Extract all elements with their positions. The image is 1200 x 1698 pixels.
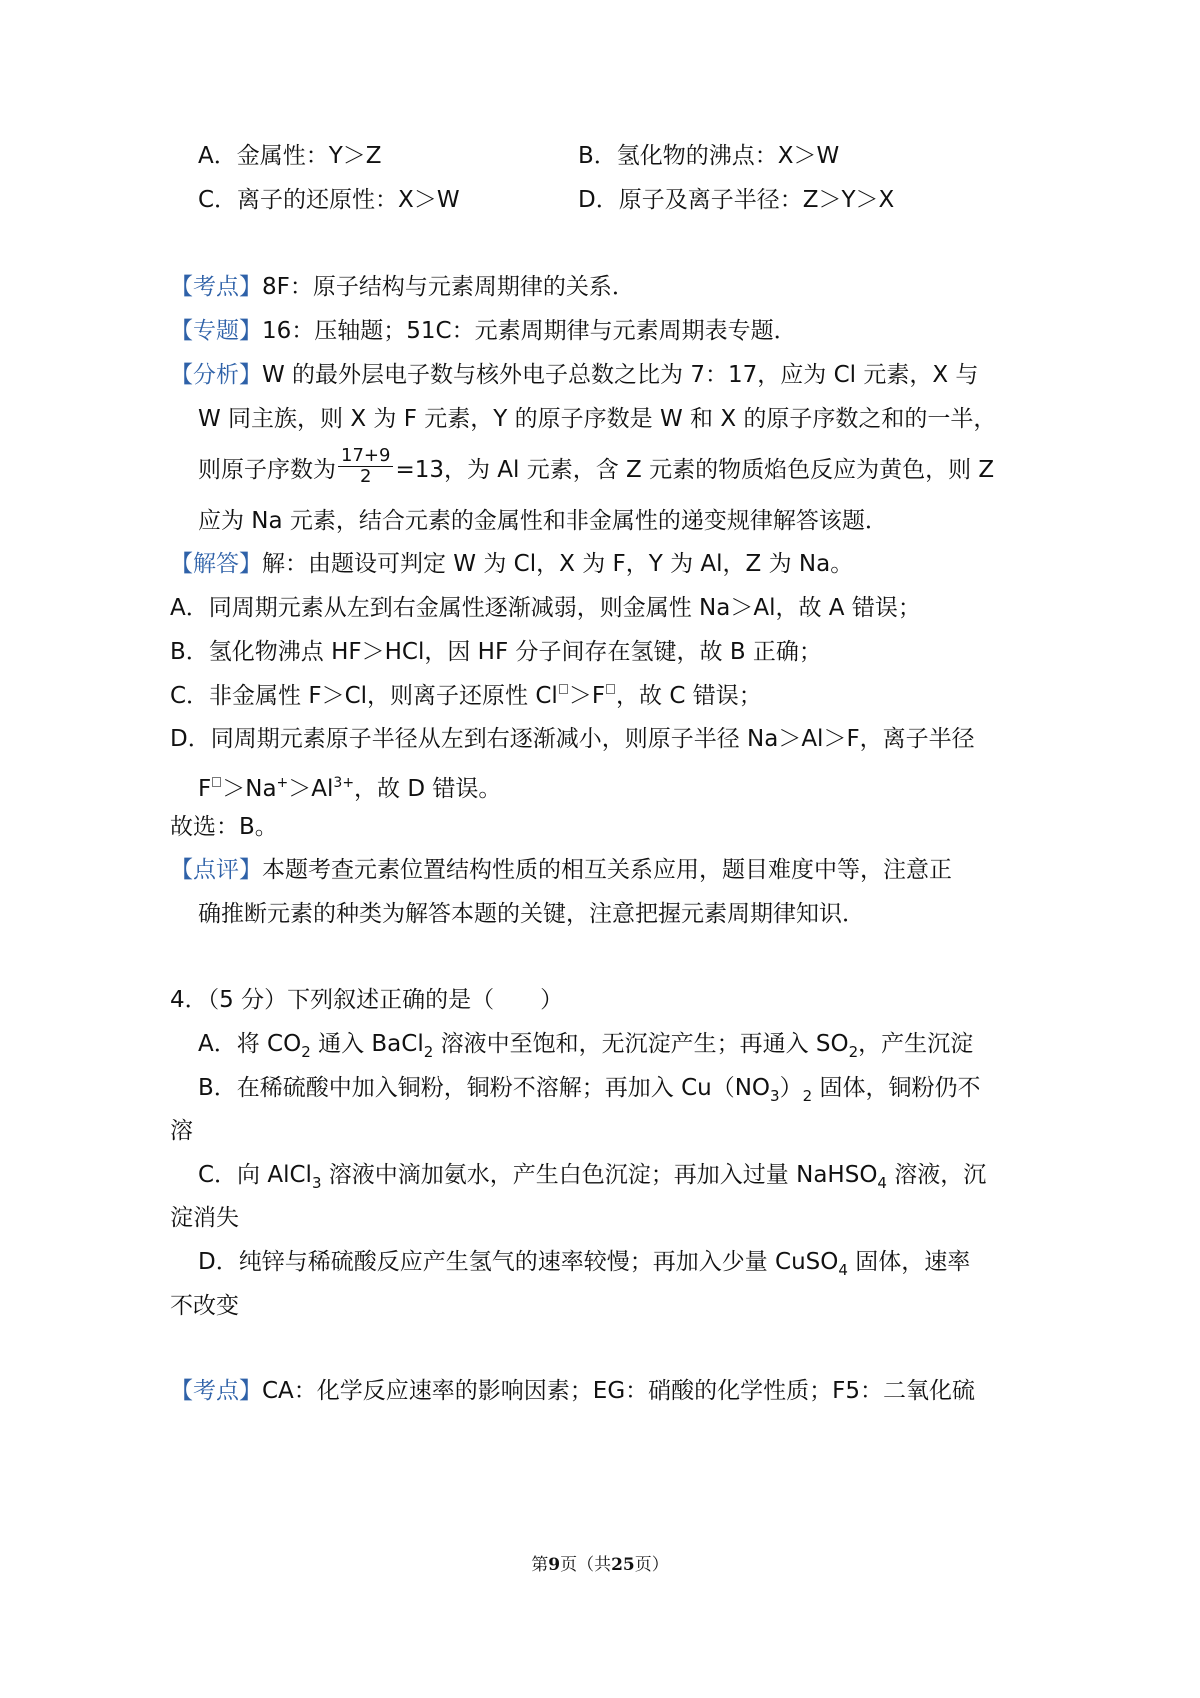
missing-glyph-icon bbox=[559, 684, 568, 694]
option-a: A．金属性：Y＞Z bbox=[198, 143, 382, 169]
kaodian-tag: 【考点】 bbox=[170, 274, 262, 300]
question-4-stem: 4．（5 分）下列叙述正确的是（ ） bbox=[170, 987, 564, 1013]
fraction: $\frac{17+9}{2}$ bbox=[338, 446, 393, 487]
option-d: D．原子及离子半径：Z＞Y＞X bbox=[578, 187, 895, 213]
kaodian-4-tag: 【考点】 bbox=[170, 1378, 262, 1404]
missing-glyph-icon bbox=[212, 777, 221, 787]
dianping-line-1: 【点评】本题考查元素位置结构性质的相互关系应用，题目难度中等，注意正 bbox=[170, 857, 952, 883]
option-b: B．氢化物的沸点：X＞W bbox=[578, 143, 840, 169]
question-4-option-b-cont: 溶 bbox=[170, 1118, 193, 1144]
jieda-a: A．同周期元素从左到右金属性逐渐减弱，则金属性 Na＞Al，故 A 错误； bbox=[170, 595, 921, 621]
fenxi-tag: 【分析】 bbox=[170, 362, 262, 388]
fenxi-line-1: 【分析】W 的最外层电子数与核外电子总数之比为 7：17，应为 Cl 元素，X 与 bbox=[170, 362, 979, 388]
zhuanti-text: 16：压轴题；51C：元素周期律与元素周期表专题． bbox=[262, 318, 797, 344]
jieda-d-line-1: D．同周期元素原子半径从左到右逐渐减小，则原子半径 Na＞Al＞F，离子半径 bbox=[170, 726, 975, 752]
question-4-option-d: D．纯锌与稀硫酸反应产生氢气的速率较慢；再加入少量 CuSO$_4$ 固体，速率 bbox=[198, 1249, 971, 1279]
dianping-tag: 【点评】 bbox=[170, 857, 262, 883]
question-4-option-c-cont: 淀消失 bbox=[170, 1205, 239, 1231]
question-4-option-a: A．将 $CO_2$ 通入 BaCl$_2$ 溶液中至饱和，无沉淀产生；再通入 $SO_2$，产生沉淀 bbox=[198, 1031, 974, 1061]
total-pages: 25 bbox=[611, 1555, 635, 1575]
kaodian-text: 8F：原子结构与元素周期律的关系． bbox=[262, 274, 635, 300]
kaodian-section bbox=[170, 272, 635, 302]
kaodian-4-section: 【考点】CA：化学反应速率的影响因素；EG：硝酸的化学性质；F5：二氧化硫 bbox=[170, 1378, 976, 1404]
question-4-option-b: B．在稀硫酸中加入铜粉，铜粉不溶解；再加入 $Cu(NO_3)_2$ 固体，铜粉仍不 bbox=[198, 1075, 981, 1105]
fenxi-line-2: W 同主族，则 X 为 F 元素，Y 的原子序数是 W 和 X 的原子序数之和的一半， bbox=[198, 406, 997, 432]
jieda-answer: 故选：B。 bbox=[170, 814, 278, 840]
zhuanti-section bbox=[170, 316, 797, 346]
jieda-b: B．氢化物沸点 HF＞HCl，因 HF 分子间存在氢键，故 B 正确； bbox=[170, 639, 822, 665]
option-c: C．离子的还原性：X＞W bbox=[198, 187, 460, 213]
jieda-tag: 【解答】 bbox=[170, 551, 262, 577]
jieda-d-line-2: $F >Na^+>Al^{3+}$，故 D 错误。 bbox=[198, 775, 502, 802]
missing-glyph-icon bbox=[606, 684, 615, 694]
dianping-line-2: 确推断元素的种类为解答本题的关键，注意把握元素周期律知识． bbox=[198, 901, 865, 927]
page-number: 9 bbox=[548, 1555, 561, 1575]
fenxi-line-4: 应为 Na 元素，结合元素的金属性和非金属性的递变规律解答该题． bbox=[198, 508, 888, 534]
question-4-option-c: C．向 AlCl$_3$ 溶液中滴加氨水，产生白色沉淀；再加入过量 NaHSO$_4$ 溶液，沉 bbox=[198, 1162, 987, 1192]
jieda-c: C．非金属性 F＞Cl，则离子还原性 Cl ＞F ，故 C 错误； bbox=[170, 683, 762, 709]
question-4-option-d-cont: 不改变 bbox=[170, 1293, 239, 1319]
fenxi-line-3: 则原子序数为 $\frac{17+9}{2}$ =13，为 Al 元素，含 Z 元素的物质焰色反应为黄色，则 Z bbox=[198, 445, 995, 487]
zhuanti-tag: 【专题】 bbox=[170, 318, 262, 344]
page-footer: 第9页（共25页） bbox=[531, 1555, 669, 1575]
jieda-header: 【解答】解：由题设可判定 W 为 Cl，X 为 F，Y 为 Al，Z 为 Na。 bbox=[170, 551, 854, 577]
